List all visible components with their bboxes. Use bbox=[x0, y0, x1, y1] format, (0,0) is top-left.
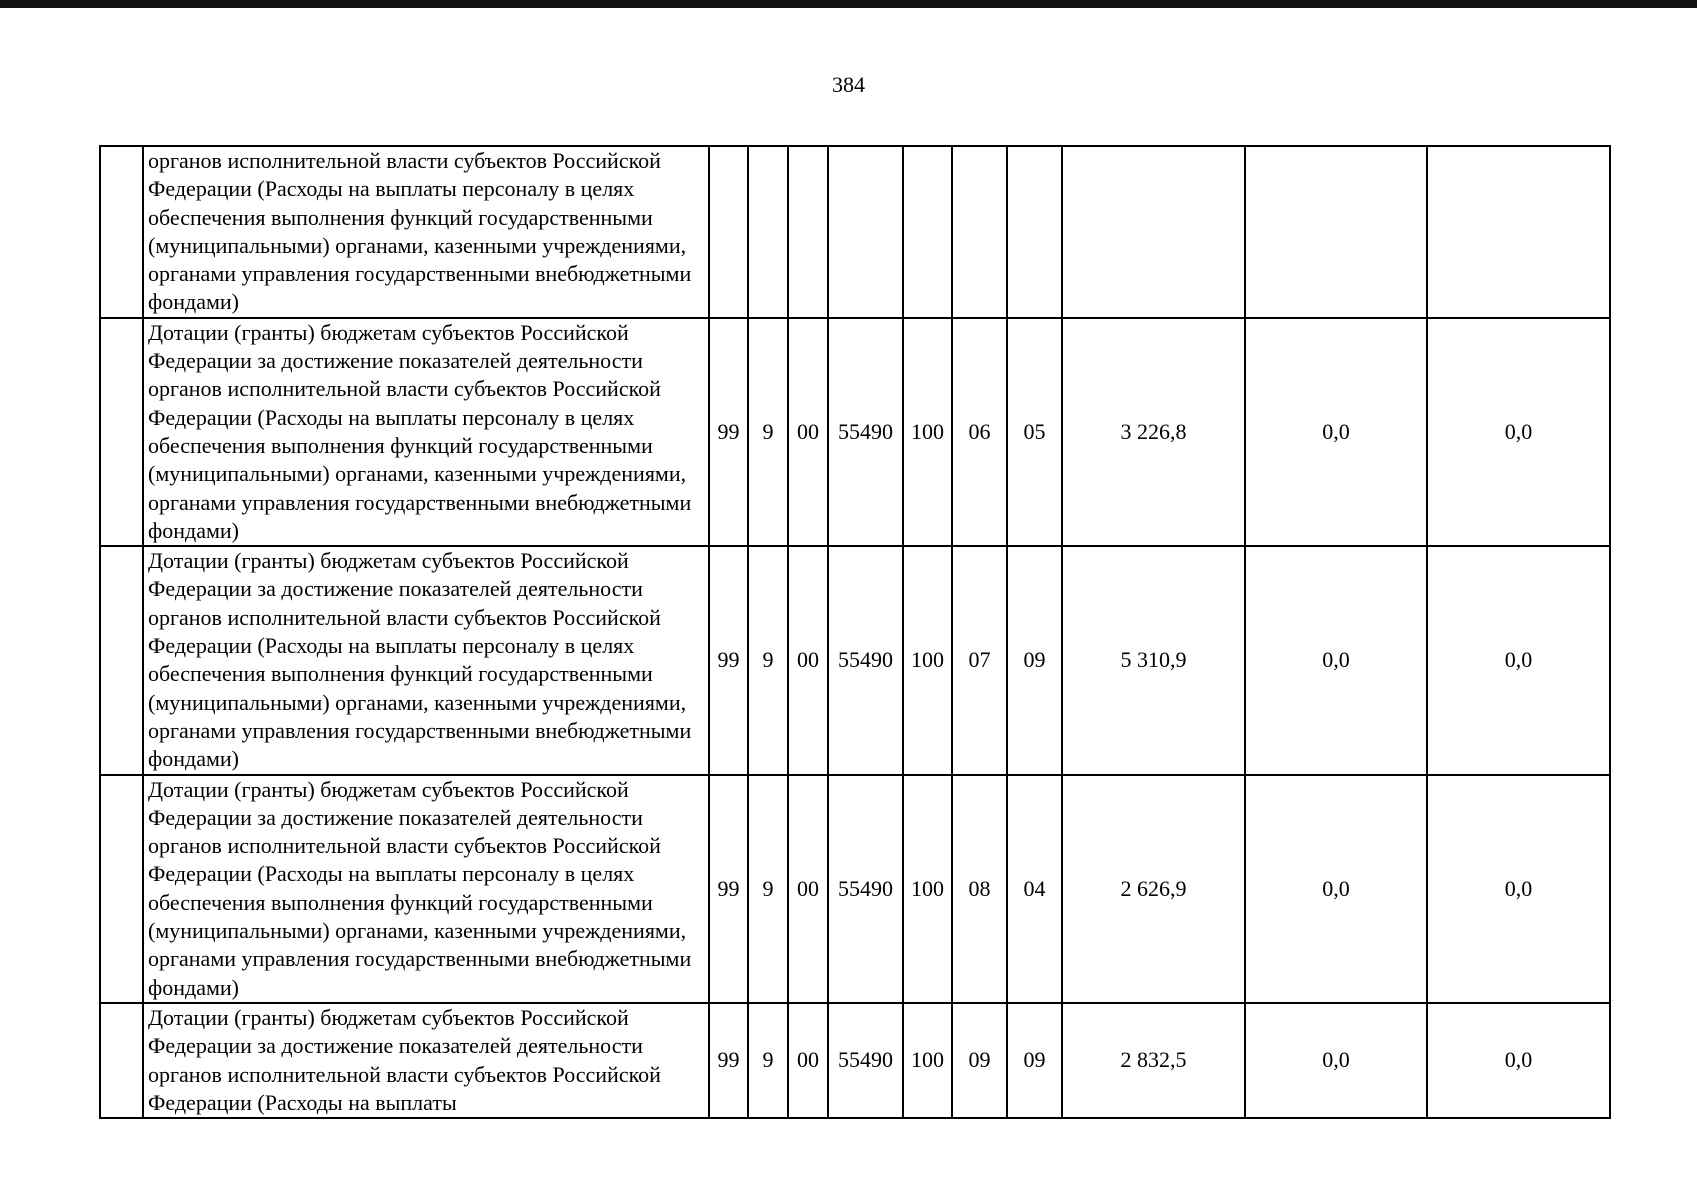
table-row bbox=[100, 146, 1610, 318]
amount-year3-cell bbox=[1427, 146, 1610, 318]
subprogram-code-cell: 9 bbox=[748, 318, 788, 546]
expense-type-cell: 100 bbox=[903, 318, 952, 546]
amount-year2-cell bbox=[1245, 146, 1427, 318]
amount-year2-cell: 0,0 bbox=[1245, 1003, 1427, 1118]
description-cell: органов исполнительной власти субъектов Российской Федерации (Расходы на выплаты персоналу в целях обеспечения выполнения функций государственными (муниципальными) органами, казенными учреждениями, органами управления государственными внебюджетными фондами) bbox=[143, 146, 709, 318]
direction-code-cell: 55490 bbox=[828, 546, 903, 774]
section-code-cell: 06 bbox=[952, 318, 1007, 546]
subsection-code-cell: 09 bbox=[1007, 546, 1062, 774]
expense-type-cell: 100 bbox=[903, 775, 952, 1003]
amount-year1-cell: 2 626,9 bbox=[1062, 775, 1245, 1003]
amount-year1-cell: 5 310,9 bbox=[1062, 546, 1245, 774]
subsection-code-cell: 09 bbox=[1007, 1003, 1062, 1118]
main-activity-code-cell: 00 bbox=[788, 1003, 828, 1118]
main-activity-code-cell: 00 bbox=[788, 546, 828, 774]
table-row bbox=[100, 1003, 1610, 1118]
subprogram-code-cell bbox=[748, 146, 788, 318]
amount-year3-cell: 0,0 bbox=[1427, 775, 1610, 1003]
amount-year1-cell: 2 832,5 bbox=[1062, 1003, 1245, 1118]
description-cell: Дотации (гранты) бюджетам субъектов Российской Федерации за достижение показателей деятельности органов исполнительной власти субъектов Российской Федерации (Расходы на выплаты персоналу в целях обеспечения выполнения функций государственными (муниципальными) органами, казенными учреждениями, органами управления государственными внебюджетными фондами) bbox=[143, 775, 709, 1003]
table-row bbox=[100, 546, 1610, 774]
subsection-code-cell bbox=[1007, 146, 1062, 318]
scan-top-edge bbox=[0, 0, 1697, 8]
expense-type-cell: 100 bbox=[903, 1003, 952, 1118]
page-number: 384 bbox=[832, 72, 865, 97]
amount-year1-cell bbox=[1062, 146, 1245, 318]
row-number-cell bbox=[100, 146, 143, 318]
row-number-cell bbox=[100, 775, 143, 1003]
main-activity-code-cell bbox=[788, 146, 828, 318]
subprogram-code-cell: 9 bbox=[748, 546, 788, 774]
program-code-cell: 99 bbox=[709, 318, 748, 546]
subsection-code-cell: 04 bbox=[1007, 775, 1062, 1003]
amount-year2-cell: 0,0 bbox=[1245, 775, 1427, 1003]
expense-type-cell: 100 bbox=[903, 546, 952, 774]
subprogram-code-cell: 9 bbox=[748, 1003, 788, 1118]
direction-code-cell bbox=[828, 146, 903, 318]
amount-year3-cell: 0,0 bbox=[1427, 546, 1610, 774]
table-body bbox=[100, 146, 1610, 1118]
direction-code-cell: 55490 bbox=[828, 318, 903, 546]
description-cell: Дотации (гранты) бюджетам субъектов Российской Федерации за достижение показателей деятельности органов исполнительной власти субъектов Российской Федерации (Расходы на выплаты bbox=[143, 1003, 709, 1118]
description-cell: Дотации (гранты) бюджетам субъектов Российской Федерации за достижение показателей деятельности органов исполнительной власти субъектов Российской Федерации (Расходы на выплаты персоналу в целях обеспечения выполнения функций государственными (муниципальными) органами, казенными учреждениями, органами управления государственными внебюджетными фондами) bbox=[143, 546, 709, 774]
section-code-cell: 07 bbox=[952, 546, 1007, 774]
amount-year2-cell: 0,0 bbox=[1245, 546, 1427, 774]
program-code-cell: 99 bbox=[709, 1003, 748, 1118]
row-number-cell bbox=[100, 318, 143, 546]
direction-code-cell: 55490 bbox=[828, 1003, 903, 1118]
table-row bbox=[100, 775, 1610, 1003]
expense-type-cell bbox=[903, 146, 952, 318]
section-code-cell: 09 bbox=[952, 1003, 1007, 1118]
table-row bbox=[100, 318, 1610, 546]
program-code-cell bbox=[709, 146, 748, 318]
subsection-code-cell: 05 bbox=[1007, 318, 1062, 546]
program-code-cell: 99 bbox=[709, 775, 748, 1003]
row-number-cell bbox=[100, 1003, 143, 1118]
amount-year3-cell: 0,0 bbox=[1427, 1003, 1610, 1118]
section-code-cell: 08 bbox=[952, 775, 1007, 1003]
direction-code-cell: 55490 bbox=[828, 775, 903, 1003]
budget-table bbox=[99, 145, 1611, 1119]
amount-year3-cell: 0,0 bbox=[1427, 318, 1610, 546]
row-number-cell bbox=[100, 546, 143, 774]
main-activity-code-cell: 00 bbox=[788, 318, 828, 546]
amount-year2-cell: 0,0 bbox=[1245, 318, 1427, 546]
program-code-cell: 99 bbox=[709, 546, 748, 774]
description-cell: Дотации (гранты) бюджетам субъектов Российской Федерации за достижение показателей деятельности органов исполнительной власти субъектов Российской Федерации (Расходы на выплаты персоналу в целях обеспечения выполнения функций государственными (муниципальными) органами, казенными учреждениями, органами управления государственными внебюджетными фондами) bbox=[143, 318, 709, 546]
main-activity-code-cell: 00 bbox=[788, 775, 828, 1003]
section-code-cell bbox=[952, 146, 1007, 318]
amount-year1-cell: 3 226,8 bbox=[1062, 318, 1245, 546]
subprogram-code-cell: 9 bbox=[748, 775, 788, 1003]
